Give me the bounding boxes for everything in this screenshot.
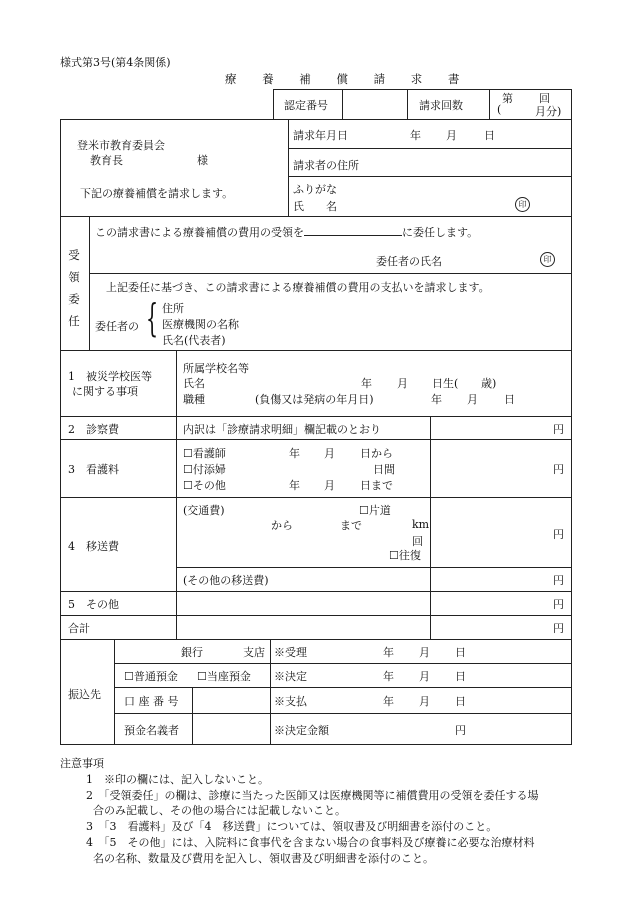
received-month: 月 (419, 646, 430, 659)
row3-year-from: 年 (289, 447, 300, 460)
claim-count-month: 月分) (535, 105, 562, 118)
row3-attendant-checkbox[interactable]: ☐付添婦 (183, 463, 226, 476)
request-statement: 下記の療養補償を請求します。 (80, 187, 234, 200)
decided-amount-yen: 円 (455, 724, 466, 737)
row4-oneway-checkbox[interactable]: ☐片道 (359, 504, 391, 517)
claim-count-dai: 第 (502, 92, 513, 105)
cert-number-field[interactable] (348, 93, 404, 115)
addressee-board: 登米市教育委員会 (77, 139, 165, 152)
claim-date-year: 年 (410, 129, 421, 142)
row1-day2: 日 (504, 393, 515, 406)
branch-label: 支店 (243, 646, 265, 659)
row3-from: 日から (360, 447, 393, 460)
claim-date-day: 日 (484, 129, 495, 142)
row1-year2: 年 (431, 393, 442, 406)
decided-label: ※決定 (274, 670, 307, 683)
row3-month-from: 月 (324, 447, 335, 460)
row1-year: 年 (361, 377, 372, 390)
row3-year-until: 年 (289, 479, 300, 492)
delegation-text: この請求書による療養補償の費用の受領を に委任します。 (95, 226, 479, 239)
account-number-field[interactable] (197, 691, 267, 711)
claimant-address-label: 請求者の住所 (293, 159, 359, 172)
row3-label: 3 看護料 (68, 463, 119, 476)
delegatee-label: 委任者の (95, 320, 139, 333)
row1-injury-date-label: (負傷又は発病の年月日) (255, 393, 374, 406)
row3-until: 日まで (360, 479, 393, 492)
row3-other-checkbox[interactable]: ☐その他 (183, 479, 226, 492)
row1-job-label: 職種 (183, 393, 205, 406)
claim-count-label: 請求回数 (419, 99, 463, 112)
received-label: ※受理 (274, 646, 307, 659)
row5-yen: 円 (553, 598, 564, 611)
row5-label: 5 その他 (68, 598, 119, 611)
claim-date-label: 請求年月日 (293, 129, 348, 142)
account-holder-field[interactable] (197, 717, 267, 741)
brace-icon: { (146, 296, 159, 340)
claim-date-month: 月 (446, 129, 457, 142)
received-year: 年 (383, 646, 394, 659)
row4-km: km (412, 518, 430, 531)
note-3: 3 「3 看護料」及び「4 移送費」については、領収書及び明細書を添付のこと。 (86, 820, 498, 833)
note-1: 1 ※印の欄には、記入しないこと。 (86, 773, 269, 786)
paid-year: 年 (383, 695, 394, 708)
row4-from: から (271, 519, 293, 532)
received-day: 日 (455, 646, 466, 659)
decided-amount-label: ※決定金額 (274, 724, 329, 737)
delegatee-institution: 医療機関の名称 (162, 318, 239, 331)
delegation-request-text: 上記委任に基づき、この請求書による療養補償の費用の支払いを請求します。 (106, 281, 490, 294)
notes-heading: 注意事項 (60, 757, 104, 770)
row1-birth: 日生( (432, 377, 459, 390)
transfer-label: 振込先 (68, 688, 101, 701)
row1-month: 月 (397, 377, 408, 390)
row4-times: 回 (412, 535, 423, 548)
addressee-sama: 様 (197, 154, 208, 167)
cert-number-label: 認定番号 (284, 99, 328, 112)
delegation-side-label: 受 領 委 任 (68, 248, 80, 328)
delegatee-address: 住所 (162, 302, 184, 315)
row4-to: まで (340, 519, 362, 532)
paid-label: ※支払 (274, 695, 307, 708)
decided-day: 日 (455, 670, 466, 683)
paid-day: 日 (455, 695, 466, 708)
total-yen: 円 (553, 622, 564, 635)
furigana-label: ふりがな (293, 183, 337, 196)
row4-other-yen: 円 (553, 574, 564, 587)
note-4a: 4 「5 その他」には、入院料に食事代を含まない場合の食事料及び療養に必要な治療材料 (86, 836, 535, 849)
row4-roundtrip-checkbox[interactable]: ☐往復 (389, 549, 421, 562)
claimant-name-label: 氏 名 (293, 200, 337, 213)
claimant-address-field[interactable] (368, 152, 566, 172)
claimant-seal-icon: 印 (515, 197, 530, 212)
row4-label: 4 移送費 (68, 540, 119, 553)
delegator-seal-icon: 印 (540, 252, 555, 267)
row1-month2: 月 (467, 393, 478, 406)
form-number: 様式第3号(第4条関係) (60, 56, 171, 69)
row3-nurse-checkbox[interactable]: ☐看護師 (183, 447, 226, 460)
delegator-name-label: 委任者の氏名 (376, 255, 442, 268)
row1-label-a: 1 被災学校医等 (68, 370, 152, 383)
row1-school-label: 所属学校名等 (183, 362, 249, 375)
row1-age: 歳) (481, 377, 497, 390)
row1-label-b: に関する事項 (72, 385, 138, 398)
note-2a: 2 「受領委任」の欄は、診療に当たった医師又は医療機関等に補償費用の受領を委任する場 (86, 789, 539, 802)
total-label: 合計 (68, 622, 90, 635)
account-number-label: 口 座 番 号 (124, 695, 179, 708)
row2-label: 2 診察費 (68, 423, 119, 436)
bank-label: 銀行 (181, 646, 203, 659)
claim-count-kai: 回 (539, 92, 550, 105)
row3-yen: 円 (553, 463, 564, 476)
delegatee-blank[interactable] (304, 225, 402, 236)
addressee-title: 教育長 (90, 154, 123, 167)
decided-year: 年 (383, 670, 394, 683)
delegatee-representative: 氏名(代表者) (162, 334, 226, 347)
row3-days: 日間 (373, 463, 395, 476)
note-2b: 合のみ記載し、その他の場合には記載しないこと。 (93, 804, 346, 817)
row2-text: 内訳は「診療請求明細」欄記載のとおり (183, 423, 381, 436)
row1-name-label: 氏名 (183, 377, 205, 390)
paid-month: 月 (419, 695, 430, 708)
row4-transport-yen: 円 (553, 528, 564, 541)
account-holder-label: 預金名義者 (124, 724, 179, 737)
current-deposit-checkbox[interactable]: ☐当座預金 (197, 670, 251, 683)
row3-month-until: 月 (324, 479, 335, 492)
row2-yen: 円 (553, 423, 564, 436)
note-4b: 名の名称、数量及び費用を記入し、領収書及び明細書を添付のこと。 (93, 852, 434, 865)
row4-transport-label: (交通費) (183, 504, 225, 517)
decided-month: 月 (419, 670, 430, 683)
form-title: 療 養 補 償 請 求 書 (225, 72, 471, 86)
claim-count-paren: ( (497, 103, 502, 116)
ordinary-deposit-checkbox[interactable]: ☐普通預金 (124, 670, 178, 683)
row4-other-label: (その他の移送費) (183, 574, 269, 587)
